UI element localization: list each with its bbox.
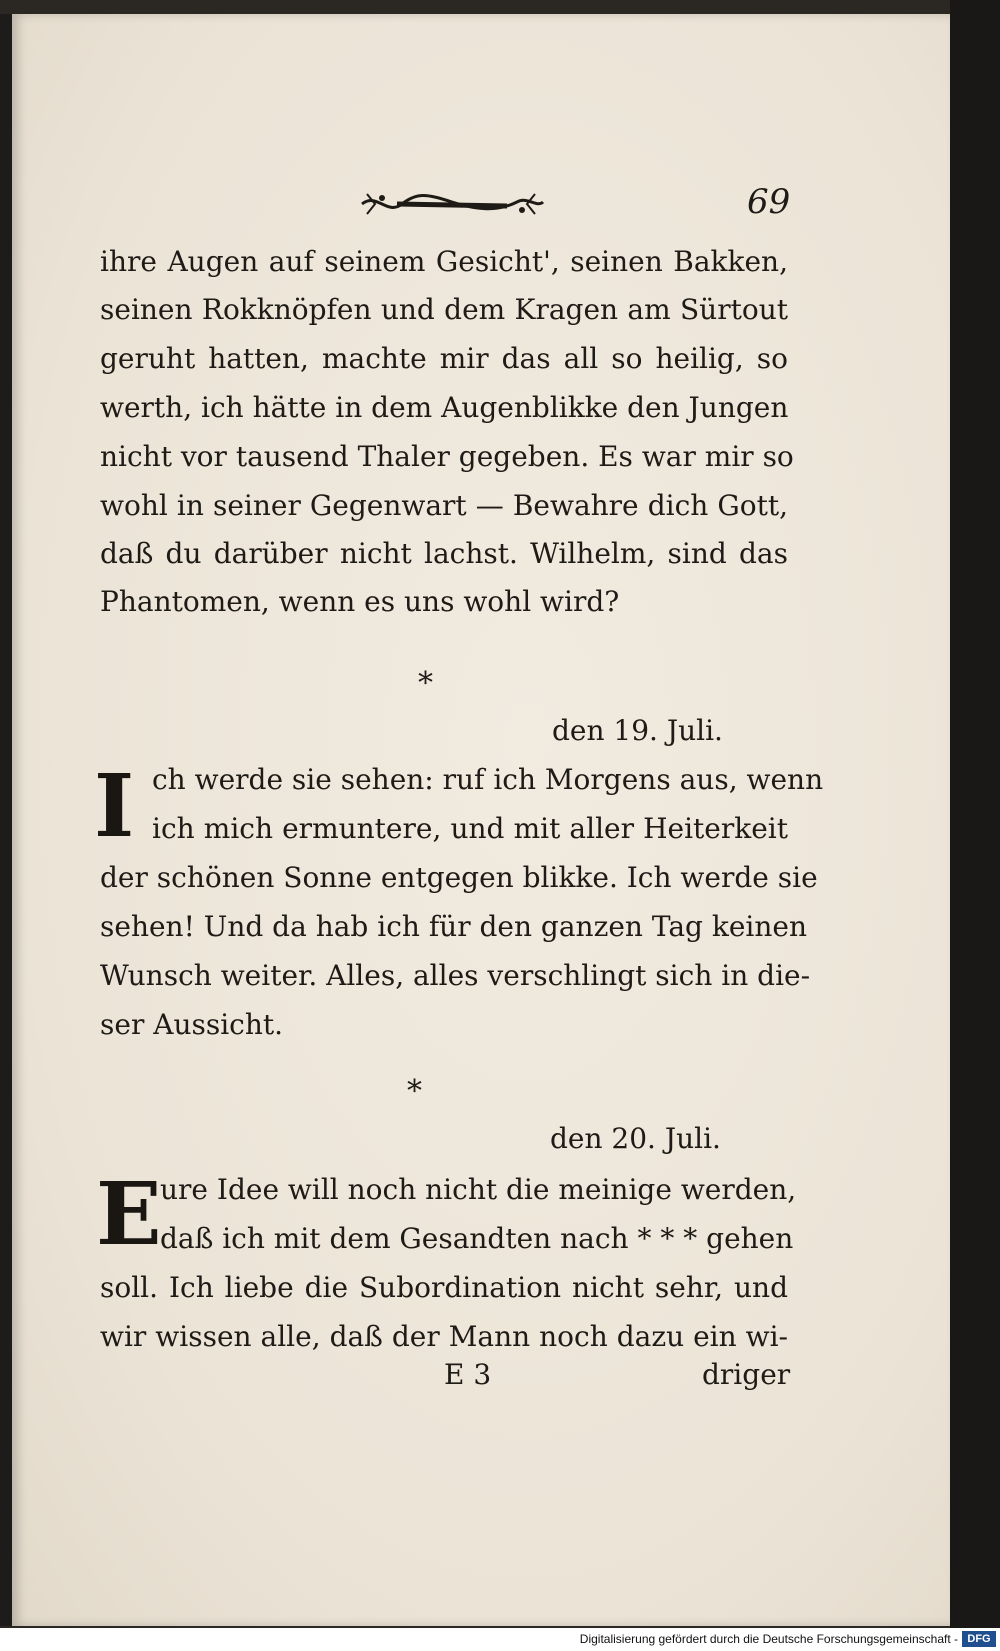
drop-initial: I [94, 756, 135, 857]
text-line: wohl in seiner Gegenwart — Bewahre dich Gott, [100, 489, 788, 522]
dfg-logo-icon: DFG [962, 1631, 996, 1647]
text-line: ch werde sie sehen: ruf ich Morgens aus, wenn [152, 763, 824, 796]
section-separator: * [418, 666, 433, 701]
scan-background [950, 0, 1000, 1651]
text-line: Phantomen, wenn es uns wohl wird? [100, 585, 620, 618]
text-line: ure Idee will noch nicht die meinige werden, [160, 1173, 797, 1206]
catchword: driger [702, 1358, 791, 1391]
text-line: soll. Ich liebe die Subordination nicht sehr, und [100, 1271, 788, 1304]
text-line: daß du darüber nicht lachst. Wilhelm, sind das [100, 537, 788, 570]
text-line: seinen Rokknöpfen und dem Kragen am Sürtout [100, 293, 788, 326]
letter-date: den 20. Juli. [550, 1122, 721, 1155]
book-page [12, 14, 950, 1626]
text-line: Wunsch weiter. Alles, alles verschlingt sich in die- [100, 959, 811, 992]
signature-mark: E 3 [444, 1358, 492, 1391]
text-line: werth, ich hätte in dem Augenblikke den Jungen [100, 391, 789, 424]
letter-date: den 19. Juli. [552, 714, 723, 747]
printers-flourish-ornament-icon [357, 186, 547, 222]
text-line: daß ich mit dem Gesandten nach * * * gehen [160, 1222, 794, 1255]
text-line: geruht hatten, machte mir das all so heilig, so [100, 342, 788, 375]
footer-credit: Digitalisierung gefördert durch die Deutsche Forschungsgemeinschaft - [579, 1632, 958, 1646]
text-line: der schönen Sonne entgegen blikke. Ich werde sie [100, 861, 818, 894]
text-line: ihre Augen auf seinem Gesicht', seinen Bakken, [100, 245, 788, 278]
section-separator: * [407, 1074, 422, 1109]
text-line: ser Aussicht. [100, 1008, 284, 1041]
text-line: ich mich ermuntere, und mit aller Heiterkeit [152, 812, 788, 845]
page-number: 69 [747, 182, 791, 222]
text-line: sehen! Und da hab ich für den ganzen Tag keinen [100, 910, 807, 943]
text-line: wir wissen alle, daß der Mann noch dazu ein wi- [100, 1320, 788, 1353]
text-line: nicht vor tausend Thaler gegeben. Es war mir so [100, 440, 794, 473]
digitization-footer [0, 1628, 1000, 1651]
drop-initial: E [96, 1164, 162, 1265]
